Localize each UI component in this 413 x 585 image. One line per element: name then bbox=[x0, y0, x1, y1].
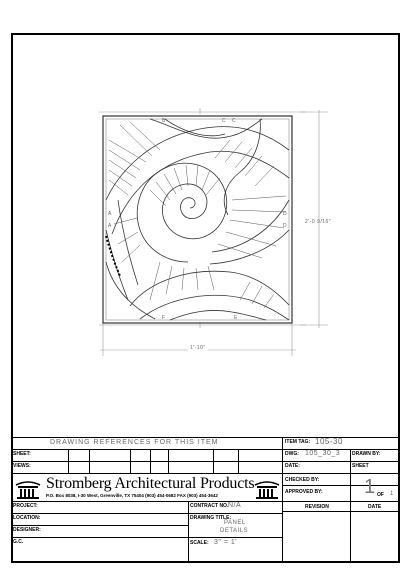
section-mark-bottom-e: E bbox=[234, 315, 238, 321]
title-block-divider bbox=[282, 437, 283, 563]
drawing-title-line2: DETAILS bbox=[220, 528, 249, 534]
title-block-divider bbox=[188, 501, 189, 563]
title-block-line bbox=[11, 501, 400, 502]
title-block-line bbox=[11, 513, 282, 514]
company-name: Stromberg Architectural Products bbox=[46, 475, 255, 492]
sheet-total: 1 bbox=[390, 491, 394, 497]
gc-label: G.C. bbox=[13, 539, 24, 545]
title-block-line bbox=[11, 449, 400, 450]
ref-grid-divider bbox=[68, 449, 69, 473]
sheet-number: 1 bbox=[364, 476, 376, 498]
contract-no-value: N/A bbox=[228, 502, 242, 509]
contract-no-label: CONTRACT NO. bbox=[190, 503, 229, 509]
designer-label: DESIGNER: bbox=[13, 527, 41, 533]
dwg-value: 105_30_3 bbox=[305, 450, 341, 457]
ref-grid-divider bbox=[168, 449, 169, 473]
scale-label: SCALE: bbox=[190, 540, 209, 546]
ref-grid-divider bbox=[150, 449, 151, 473]
section-mark-right-d2: D bbox=[283, 223, 288, 229]
title-block-line bbox=[11, 473, 400, 474]
section-mark-left-a1: A bbox=[108, 211, 112, 217]
sheet-of-label: OF bbox=[377, 492, 384, 498]
revision-date-header: DATE bbox=[368, 504, 382, 510]
ref-grid-divider bbox=[238, 449, 239, 473]
company-logo-icon bbox=[253, 476, 281, 500]
revision-header: REVISION bbox=[305, 504, 329, 510]
location-label: LOCATION: bbox=[13, 515, 41, 521]
sheet-label: SHEET: bbox=[13, 451, 31, 457]
drawing-title-label: DRAWING TITLE: bbox=[190, 515, 232, 521]
dwg-label: DWG: bbox=[285, 451, 299, 457]
section-mark-bottom-f: F bbox=[162, 315, 166, 321]
section-mark-top-b: B bbox=[162, 118, 166, 124]
ref-grid-divider bbox=[130, 449, 131, 473]
scale-value: 3" = 1' bbox=[214, 539, 238, 546]
views-label: VIEWS: bbox=[13, 463, 31, 469]
drawn-by-label: DRAWN BY: bbox=[352, 451, 381, 457]
title-block-line bbox=[11, 461, 400, 462]
drawing-title-line1: PANEL bbox=[224, 520, 246, 526]
title-block-line bbox=[11, 525, 188, 526]
sheet-number-label: SHEET bbox=[352, 463, 369, 469]
drawing-references-heading: DRAWING REFERENCES FOR THIS ITEM bbox=[50, 439, 219, 446]
title-block-divider bbox=[350, 449, 351, 563]
date-label: DATE: bbox=[285, 463, 300, 469]
revision-header-line bbox=[282, 511, 400, 512]
approved-by-label: APPROVED BY: bbox=[285, 489, 323, 495]
ref-grid-divider bbox=[213, 449, 214, 473]
section-mark-top-c2: C bbox=[232, 118, 237, 124]
dimension-height: 2'-0 9/16" bbox=[305, 219, 332, 225]
section-mark-right-d1: D bbox=[283, 211, 288, 217]
item-tag-label: ITEM TAG: bbox=[285, 439, 311, 445]
checked-by-label: CHECKED BY: bbox=[285, 477, 320, 483]
dimension-width: 1'-10" bbox=[190, 345, 206, 351]
title-block-line bbox=[282, 485, 400, 486]
item-tag-value: 105-30 bbox=[315, 437, 343, 446]
company-logo-icon bbox=[14, 476, 42, 500]
project-label: PROJECT: bbox=[13, 503, 38, 509]
company-address: P.O. Box 8038, I-30 West, Greenville, TX 75404 (903) 454-0682 FAX (903) 454-3642 bbox=[46, 493, 218, 498]
section-mark-left-a2: A bbox=[108, 223, 112, 229]
section-mark-top-c1: C bbox=[222, 118, 227, 124]
title-block-line bbox=[11, 537, 282, 538]
ref-grid-divider bbox=[89, 449, 90, 473]
